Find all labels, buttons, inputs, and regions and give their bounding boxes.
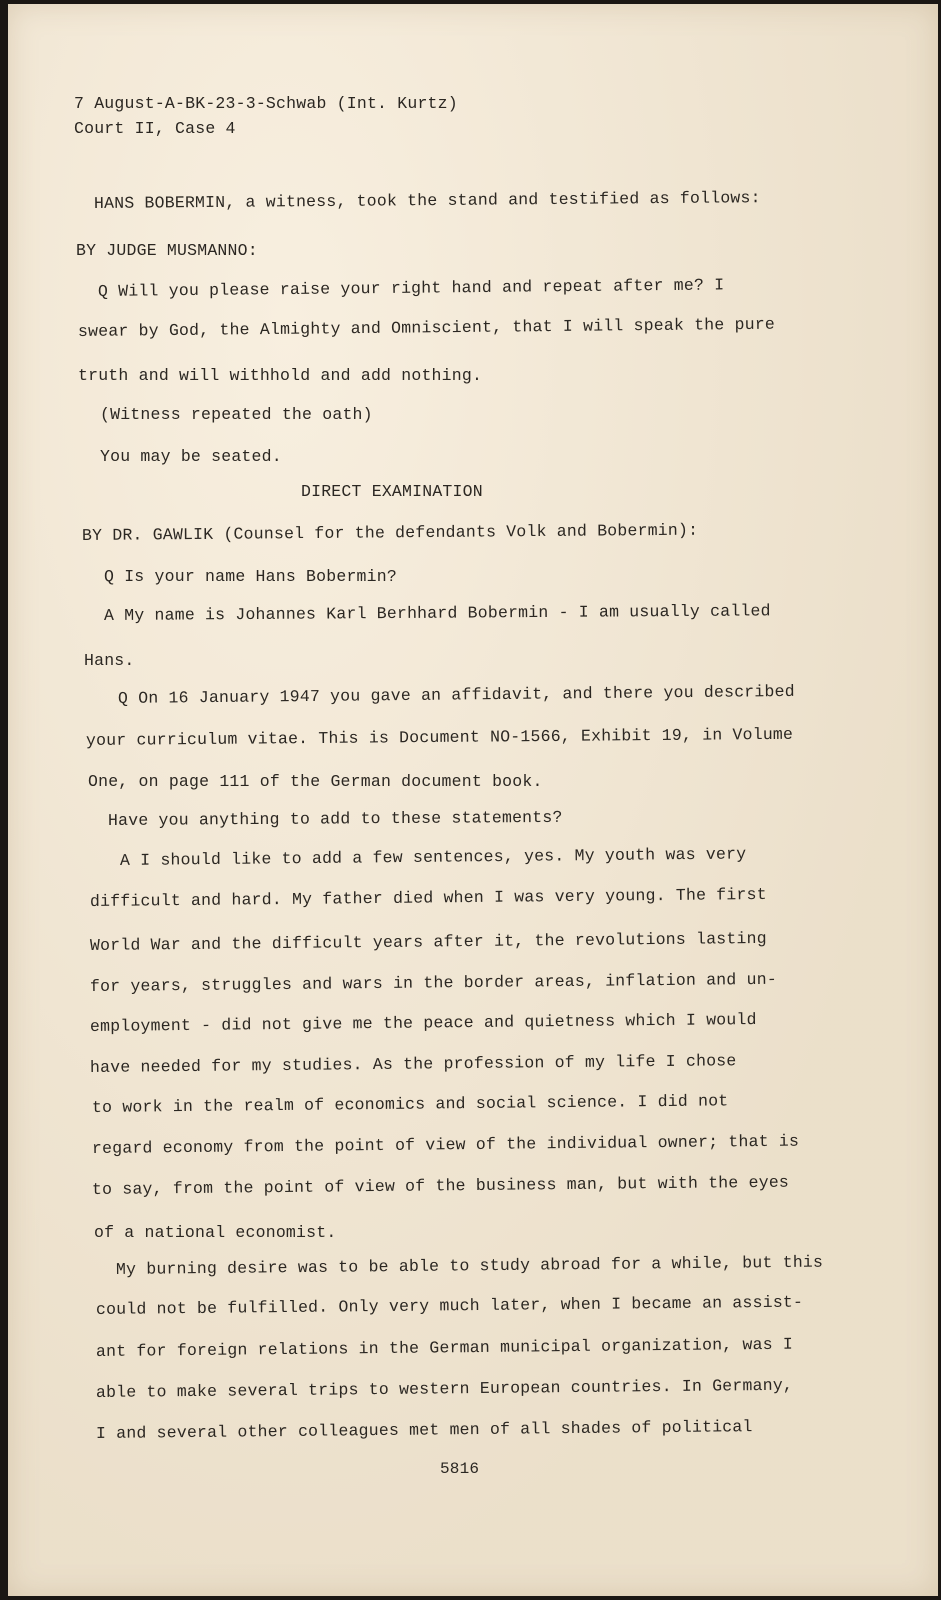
text-line: I and several other colleagues met men of all shades of political	[95, 1417, 753, 1443]
text-line: of a national economist.	[94, 1223, 337, 1242]
text-line: Have you anything to add to these statements?	[107, 807, 563, 830]
text-line: Q On 16 January 1947 you gave an affidavit, and there you described	[117, 681, 795, 708]
court-case: Court II, Case 4	[74, 119, 236, 138]
text-line: One, on page 111 of the German document book.	[88, 772, 543, 791]
page-number: 5816	[440, 1460, 480, 1478]
text-line: (Witness repeated the oath)	[100, 405, 373, 424]
text-line: BY JUDGE MUSMANNO:	[76, 241, 258, 260]
text-line: able to make several trips to western European countries. In Germany,	[95, 1375, 794, 1402]
text-line: Q Will you please raise your right hand and repeat after me? I	[97, 275, 725, 301]
text-line: Q Is your name Hans Bobermin?	[104, 567, 397, 586]
text-line: to say, from the point of view of the business man, but with the eyes	[91, 1172, 790, 1199]
text-line: You may be seated.	[100, 447, 282, 466]
text-line: truth and will withhold and add nothing.	[78, 366, 483, 385]
text-line: My burning desire was to be able to study abroad for a while, but this	[115, 1252, 824, 1279]
case-reference: 7 August-A-BK-23-3-Schwab (Int. Kurtz)	[74, 94, 458, 113]
section-heading: DIRECT EXAMINATION	[301, 482, 483, 501]
text-line: could not be fulfilled. Only very much later, when I became an assist-	[95, 1292, 804, 1319]
text-line: for years, struggles and wars in the border areas, inflation and un-	[89, 969, 777, 996]
text-line: to work in the realm of economics and social science. I did not	[91, 1091, 729, 1117]
text-line: HANS BOBERMIN, a witness, took the stand and testified as follows:	[93, 188, 761, 213]
document-page	[8, 4, 938, 1596]
text-line: have needed for my studies. As the profession of my life I chose	[89, 1051, 737, 1077]
text-line: employment - did not give me the peace and quietness which I would	[89, 1010, 757, 1036]
text-line: difficult and hard. My father died when I was very young. The first	[89, 884, 767, 911]
text-line: Hans.	[84, 651, 135, 670]
text-line: BY DR. GAWLIK (Counsel for the defendants Volk and Bobermin):	[81, 520, 699, 545]
text-line: ant for foreign relations in the German municipal organization, was I	[95, 1334, 794, 1361]
text-line: regard economy from the point of view of the individual owner; that is	[91, 1131, 800, 1158]
text-line: World War and the difficult years after it, the revolutions lasting	[89, 928, 767, 955]
text-line: swear by God, the Almighty and Omniscient, that I will speak the pure	[77, 314, 776, 341]
text-line: your curriculum vitae. This is Document NO-1566, Exhibit 19, in Volume	[85, 724, 794, 750]
text-line: A My name is Johannes Karl Berhhard Bobermin - I am usually called	[103, 601, 771, 625]
text-line: A I should like to add a few sentences, yes. My youth was very	[119, 844, 747, 870]
